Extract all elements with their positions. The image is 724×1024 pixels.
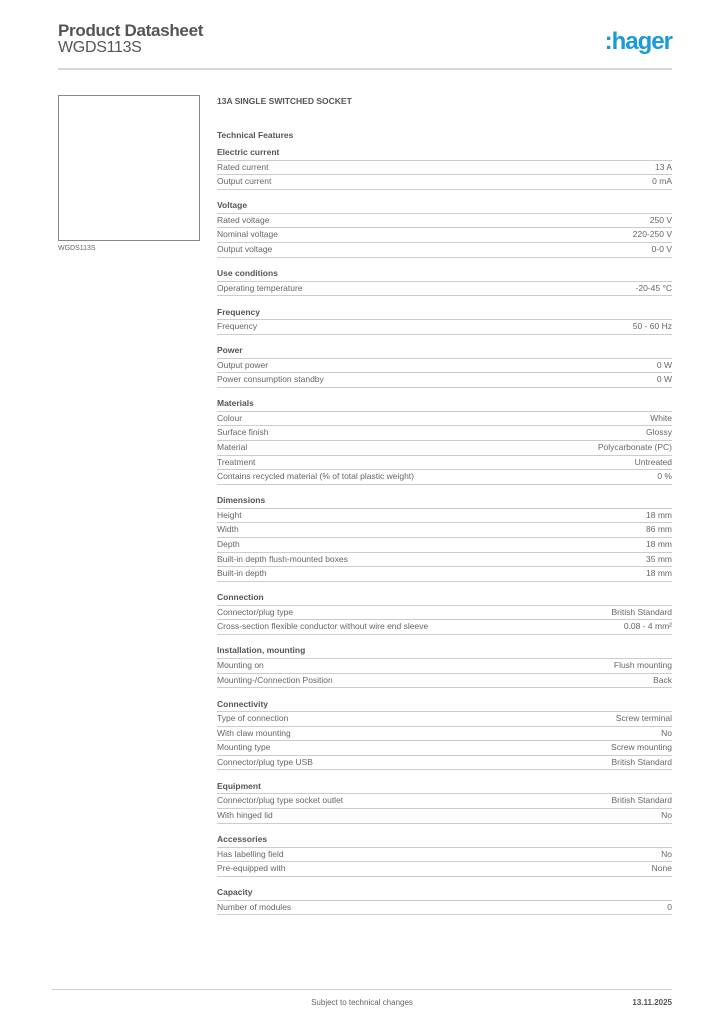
spec-row (217, 441, 672, 456)
spec-label: Rated voltage (217, 214, 270, 225)
spec-label: Type of connection (217, 713, 289, 724)
spec-row (217, 282, 672, 297)
section-heading: Frequency (217, 306, 672, 321)
section-heading: Power (217, 344, 672, 359)
footer-note: Subject to technical changes (311, 998, 413, 1007)
spec-row (217, 426, 672, 441)
spec-value: None (651, 863, 672, 874)
spec-label: With claw mounting (217, 727, 291, 738)
product-name: 13A SINGLE SWITCHED SOCKET (217, 96, 352, 106)
spec-value: Back (653, 674, 672, 685)
spec-section (217, 146, 672, 190)
spec-value: British Standard (611, 756, 672, 767)
spec-label: Number of modules (217, 901, 292, 912)
spec-label: Output power (217, 359, 269, 370)
spec-label: Height (217, 509, 242, 520)
section-heading: Equipment (217, 780, 672, 795)
spec-label: Frequency (217, 321, 258, 332)
footer-date: 13.11.2025 (632, 998, 672, 1007)
spec-value: 18 mm (646, 568, 672, 579)
spec-label: Mounting-/Connection Position (217, 674, 333, 685)
spec-row (217, 809, 672, 824)
header-divider (58, 68, 672, 70)
spec-label: Has labelling field (217, 848, 284, 859)
spec-section (217, 780, 672, 824)
spec-value: 50 - 60 Hz (632, 321, 672, 332)
spec-row (217, 373, 672, 388)
spec-value: British Standard (611, 606, 672, 617)
spec-row (217, 456, 672, 471)
hager-logo: :hager (604, 28, 672, 55)
section-heading: Dimensions (217, 494, 672, 509)
spec-label: With hinged lid (217, 810, 273, 821)
spec-row (217, 470, 672, 485)
spec-row (217, 794, 672, 809)
technical-features-heading: Technical Features (217, 130, 294, 140)
spec-value: 0 W (656, 374, 672, 385)
spec-value: Untreated (634, 456, 672, 467)
spec-label: Connector/plug type USB (217, 756, 313, 767)
image-caption: WGDS113S (58, 245, 96, 252)
spec-section (217, 199, 672, 257)
spec-section (217, 494, 672, 582)
section-heading: Connection (217, 591, 672, 606)
spec-row (217, 161, 672, 176)
section-heading: Capacity (217, 886, 672, 901)
spec-value: Screw mounting (611, 742, 672, 753)
spec-row (217, 243, 672, 258)
spec-row (217, 412, 672, 427)
spec-value: 0 mA (652, 176, 672, 187)
spec-label: Cross-section flexible conductor without wire end sleeve (217, 621, 429, 632)
section-heading: Connectivity (217, 698, 672, 713)
spec-label: Operating temperature (217, 282, 303, 293)
spec-row (217, 712, 672, 727)
spec-value: 0.08 - 4 mm² (623, 621, 672, 632)
spec-row (217, 674, 672, 689)
spec-row (217, 727, 672, 742)
spec-label: Connector/plug type (217, 606, 294, 617)
spec-value: No (661, 848, 672, 859)
spec-row (217, 741, 672, 756)
spec-section (217, 833, 672, 877)
spec-value: 0-0 V (651, 243, 672, 254)
spec-label: Surface finish (217, 427, 269, 438)
spec-label: Mounting type (217, 742, 271, 753)
spec-label: Built-in depth flush-mounted boxes (217, 553, 348, 564)
spec-label: Output voltage (217, 243, 273, 254)
spec-value: -20-45 °C (635, 282, 672, 293)
spec-section (217, 344, 672, 388)
spec-label: Nominal voltage (217, 229, 278, 240)
spec-value: Polycarbonate (PC) (597, 442, 672, 453)
spec-section (217, 267, 672, 296)
spec-value: British Standard (611, 795, 672, 806)
spec-section (217, 644, 672, 688)
spec-row (217, 553, 672, 568)
spec-row (217, 606, 672, 621)
spec-value: Flush mounting (613, 659, 672, 670)
spec-row (217, 214, 672, 229)
spec-label: Connector/plug type socket outlet (217, 795, 344, 806)
spec-row (217, 848, 672, 863)
spec-label: Width (217, 524, 239, 535)
spec-row (217, 659, 672, 674)
spec-value: No (661, 727, 672, 738)
spec-label: Built-in depth (217, 568, 267, 579)
spec-label: Depth (217, 539, 240, 549)
spec-value: Screw terminal (615, 713, 672, 724)
spec-label: Rated current (217, 161, 269, 172)
spec-value: Glossy (646, 427, 672, 438)
spec-value: 18 mm (646, 509, 672, 520)
spec-section (217, 397, 672, 485)
spec-section (217, 306, 672, 335)
section-heading: Installation, mounting (217, 644, 672, 659)
spec-label: Material (217, 442, 248, 453)
spec-row (217, 509, 672, 524)
spec-row (217, 901, 672, 916)
spec-value: 220-250 V (632, 229, 672, 240)
spec-label: Contains recycled material (% of total plastic weight) (217, 471, 414, 482)
section-heading: Electric current (217, 146, 672, 161)
spec-label: Mounting on (217, 659, 264, 670)
spec-row (217, 320, 672, 335)
section-heading: Accessories (217, 833, 672, 848)
section-heading: Use conditions (217, 267, 672, 282)
spec-label: Colour (217, 412, 243, 423)
spec-value: 0 (667, 901, 672, 912)
spec-value: 0 W (656, 359, 672, 370)
spec-row (217, 228, 672, 243)
spec-value: 13 A (654, 161, 672, 172)
spec-sections (217, 146, 672, 915)
spec-label: Power consumption standby (217, 374, 324, 385)
spec-value: White (650, 412, 672, 423)
spec-label: Pre-equipped with (217, 863, 286, 874)
spec-row (217, 567, 672, 582)
spec-value: 86 mm (646, 524, 672, 535)
spec-label: Output current (217, 176, 272, 187)
spec-value: 18 mm (646, 539, 672, 549)
page-title: Product Datasheet (58, 21, 204, 40)
spec-value: 0 % (657, 471, 672, 482)
spec-value: No (661, 810, 672, 821)
spec-row (217, 756, 672, 771)
spec-label: Treatment (217, 456, 256, 467)
spec-row (217, 862, 672, 877)
spec-row (217, 538, 672, 553)
product-code: WGDS113S (58, 39, 142, 56)
section-heading: Voltage (217, 199, 672, 214)
footer-divider (52, 989, 672, 990)
spec-row (217, 620, 672, 635)
spec-row (217, 523, 672, 538)
spec-section (217, 591, 672, 635)
spec-row (217, 359, 672, 374)
spec-content (217, 96, 672, 915)
spec-section (217, 886, 672, 915)
spec-row (217, 175, 672, 190)
section-heading: Materials (217, 397, 672, 412)
spec-value: 35 mm (646, 553, 672, 564)
product-image (58, 95, 200, 241)
spec-section (217, 698, 672, 771)
spec-value: 250 V (649, 214, 672, 225)
